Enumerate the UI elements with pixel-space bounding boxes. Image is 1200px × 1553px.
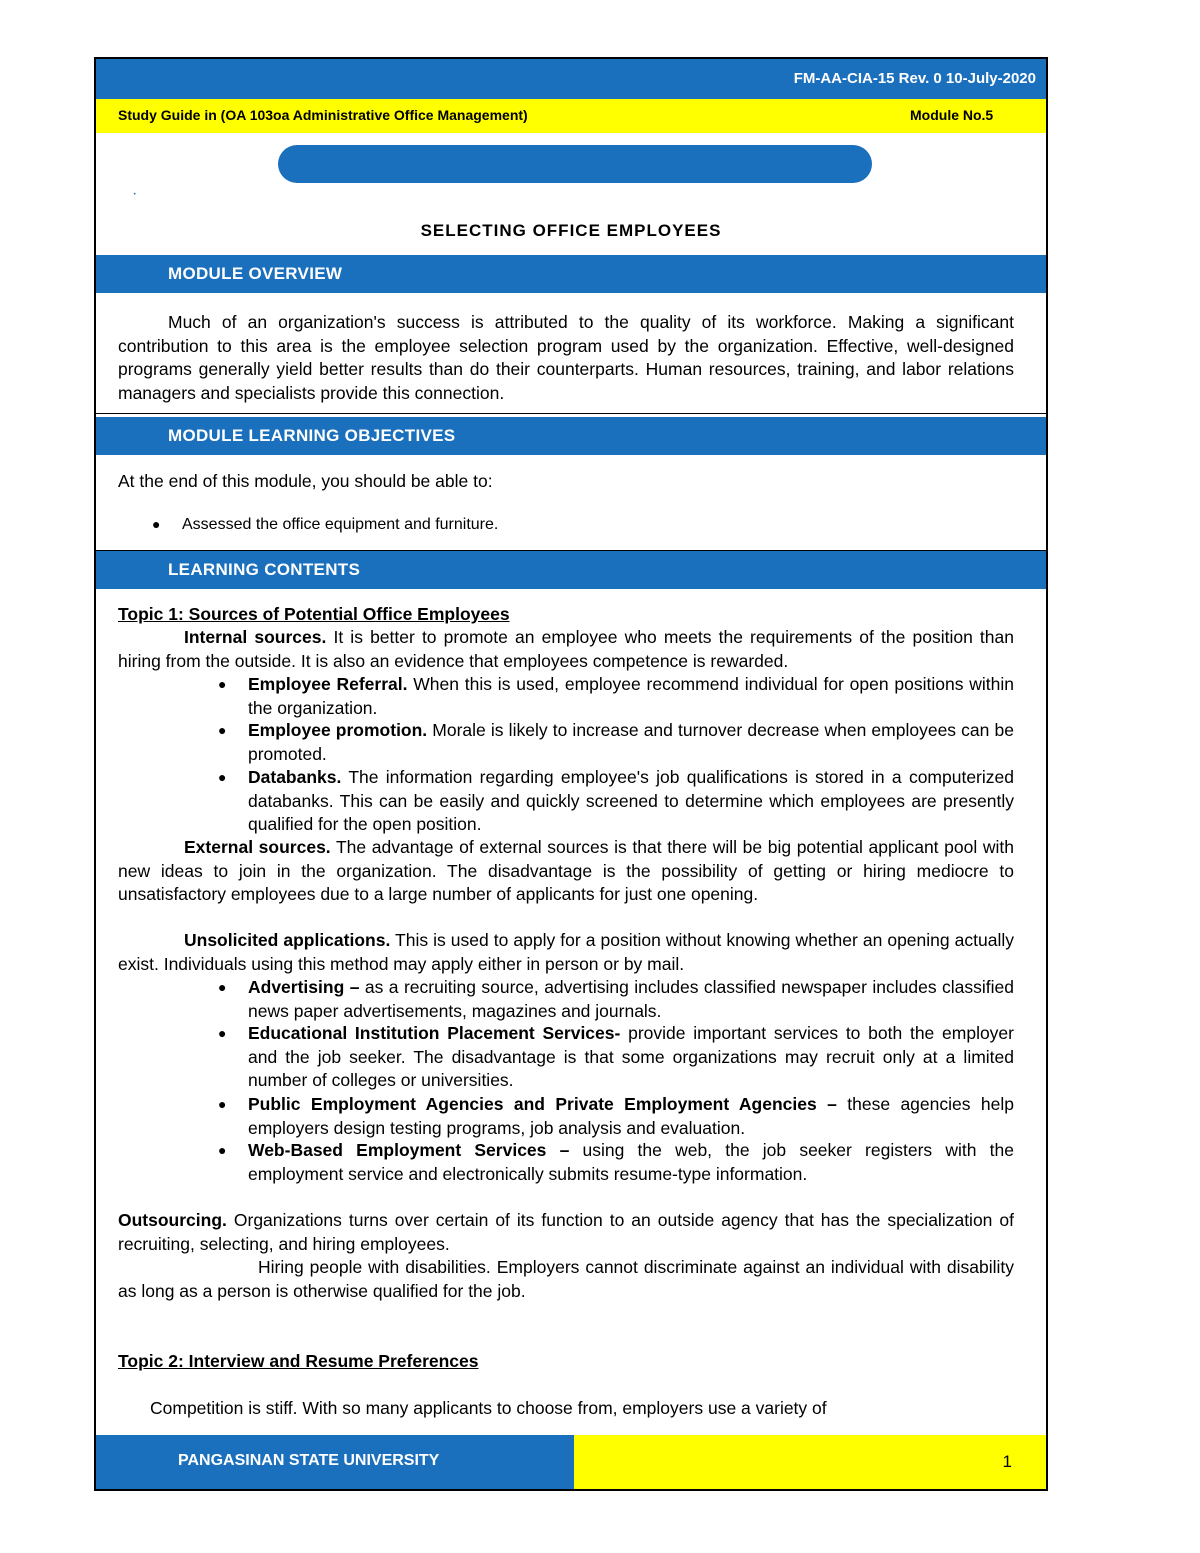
study-guide-title: Study Guide in (OA 103oa Administrative Office Management) bbox=[118, 107, 528, 123]
bullet-icon: ● bbox=[152, 516, 161, 532]
internal-item: ● Employee Referral. When this is used, employee recommend individual for open positions within the organization. bbox=[218, 674, 1014, 718]
overview-text: Much of an organization's success is attributed to the quality of its workforce. Making a significant contribution to this area is the employee selection program used by the organization. Effective, well-designed programs generally yield better results than do their counterparts. Human resources, training, and labor relations managers and specialists provide this connection. bbox=[118, 312, 1014, 403]
stray-dot: · bbox=[132, 185, 138, 202]
header-top-band bbox=[96, 59, 1046, 99]
overview-heading-band bbox=[96, 255, 1046, 293]
form-code: FM-AA-CIA-15 Rev. 0 10-July-2020 bbox=[793, 70, 1036, 87]
unsolicited-paragraph: Unsolicited applications. This is used to apply for a position without knowing whether an opening actually exist. Individuals using this method may apply either in person or by mail. bbox=[118, 930, 1014, 974]
decorative-pill bbox=[278, 145, 872, 183]
page-number: 1 bbox=[1002, 1452, 1012, 1471]
bullet-icon: ● bbox=[218, 1142, 227, 1158]
topic2-heading: Topic 2: Interview and Resume Preferences bbox=[118, 1351, 479, 1371]
topic1-heading: Topic 1: Sources of Potential Office Employees bbox=[118, 604, 510, 624]
objectives-intro: At the end of this module, you should be able to: bbox=[118, 471, 493, 491]
topic2-text: Competition is stiff. With so many applicants to choose from, employers use a variety of bbox=[150, 1398, 827, 1418]
unsolicited-item: ● Advertising – as a recruiting source, advertising includes classified newspaper includes classified news paper advertisements, magazines and journals. bbox=[218, 977, 1014, 1021]
footer-university-band bbox=[96, 1435, 574, 1489]
internal-sources-paragraph: Internal sources. It is better to promote an employee who meets the requirements of the position than hiring from the outside. It is also an evidence that employees competence is rewarded. bbox=[118, 627, 1014, 671]
divider bbox=[96, 413, 1046, 414]
internal-item: ● Employee promotion. Morale is likely to increase and turnover decrease when employees can be promoted. bbox=[218, 720, 1014, 764]
internal-item: ● Databanks. The information regarding employee's job qualifications is stored in a computerized databanks. This can be easily and quickly screened to determine which employees are presently qualified for the open position. bbox=[218, 767, 1014, 834]
disabilities-paragraph: Hiring people with disabilities. Employers cannot discriminate against an individual with disability as long as a person is otherwise qualified for the job. bbox=[118, 1257, 1014, 1301]
objectives-heading: MODULE LEARNING OBJECTIVES bbox=[168, 426, 456, 445]
unsolicited-item: ● Web-Based Employment Services – using the web, the job seeker registers with the employment service and electronically submits resume-type information. bbox=[218, 1140, 1014, 1184]
module-number: Module No.5 bbox=[910, 107, 994, 123]
header-yellow-band bbox=[96, 99, 1046, 133]
bullet-icon: ● bbox=[218, 722, 227, 738]
overview-heading: MODULE OVERVIEW bbox=[168, 264, 343, 283]
objectives-heading-band bbox=[96, 417, 1046, 455]
footer-page-band bbox=[574, 1435, 1046, 1489]
external-sources-paragraph: External sources. The advantage of external sources is that there will be big potential applicant pool with new ideas to join in the organization. The disadvantage is the possibility of getting or hiring mediocre to unsatisfactory employees due to a large number of applicants for just one opening. bbox=[118, 837, 1014, 904]
contents-heading: LEARNING CONTENTS bbox=[168, 560, 361, 579]
document-page bbox=[94, 57, 1048, 1491]
bullet-icon: ● bbox=[218, 1025, 227, 1041]
document-title: SELECTING OFFICE EMPLOYEES bbox=[420, 221, 722, 240]
outsourcing-paragraph: Outsourcing. Organizations turns over certain of its function to an outside agency that has the specialization of recruiting, selecting, and hiring employees. bbox=[118, 1210, 1014, 1254]
objective-item: ● Assessed the office equipment and furniture. bbox=[182, 513, 972, 537]
unsolicited-item: ● Public Employment Agencies and Private Employment Agencies – these agencies help employers design testing programs, job analysis and evaluation. bbox=[218, 1094, 1014, 1138]
bullet-icon: ● bbox=[218, 676, 227, 692]
bullet-icon: ● bbox=[218, 979, 227, 995]
university-name: PANGASINAN STATE UNIVERSITY bbox=[178, 1452, 440, 1469]
bullet-icon: ● bbox=[218, 1096, 227, 1112]
bullet-icon: ● bbox=[218, 769, 227, 785]
contents-heading-band bbox=[96, 551, 1046, 589]
unsolicited-item: ● Educational Institution Placement Services- provide important services to both the employer and the job seeker. The disadvantage is that some organizations may recruit only at a limited number of colleges or universities. bbox=[218, 1023, 1014, 1090]
